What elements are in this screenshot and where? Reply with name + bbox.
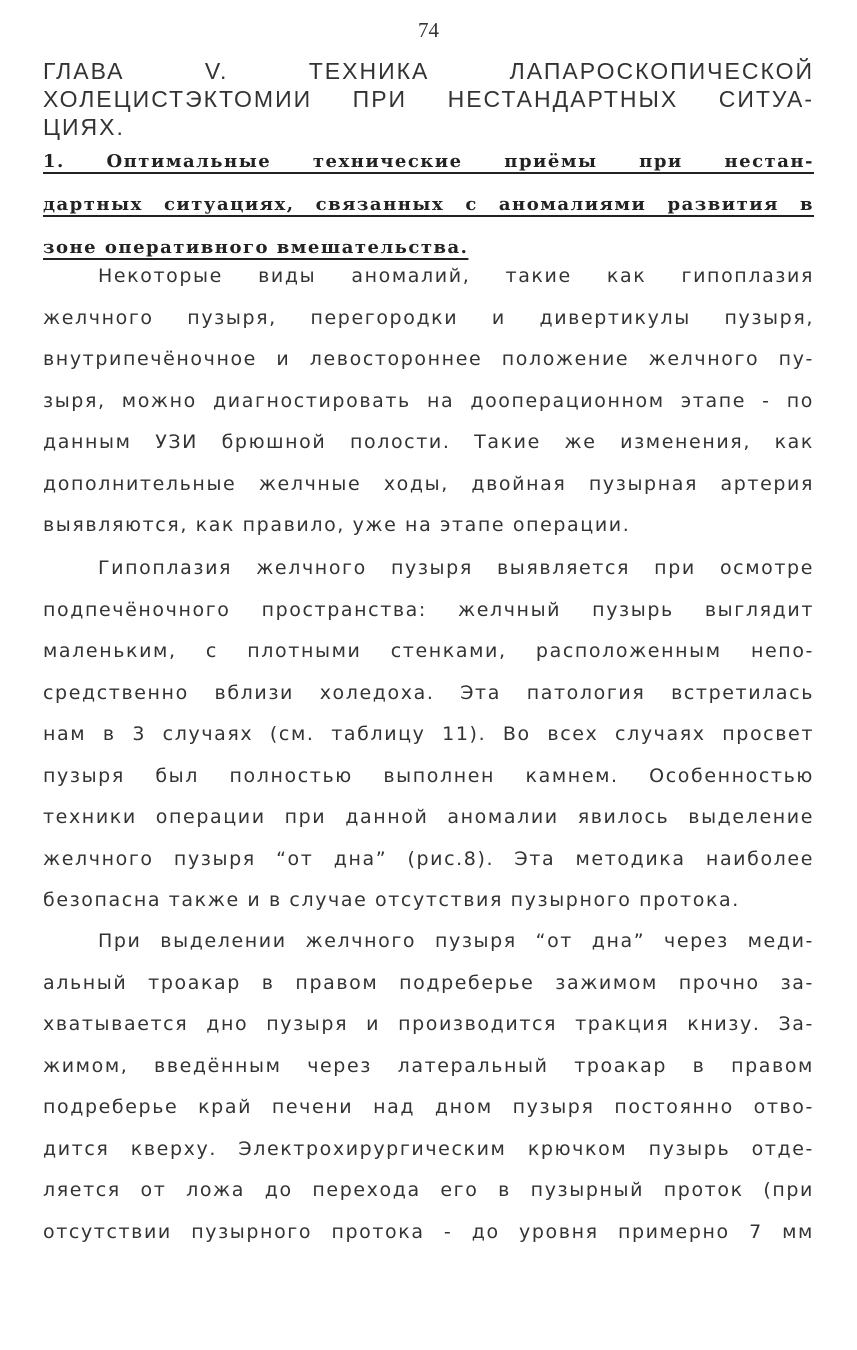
paragraph-line: данным УЗИ брюшной полости. Такие же изменения, как	[43, 431, 814, 453]
section-heading-line: 1. Оптимальные технические приёмы при нестан-	[43, 151, 814, 172]
paragraph-line: жимом, введённым через латеральный троакар в правом	[43, 1054, 814, 1077]
section-heading-line: дартных ситуациях, связанных с аномалиями развития в	[43, 194, 814, 215]
paragraph-line: подпечёночного пространства: желчный пузырь выглядит	[43, 598, 814, 621]
paragraph-line: желчного пузыря, перегородки и дивертикулы пузыря,	[43, 306, 814, 329]
section-heading	[43, 140, 814, 269]
paragraph-line: При выделении желчного пузыря “от дна” через меди-	[98, 930, 814, 952]
paragraph-line: зыря, можно диагностировать на дооперационном этапе - по	[43, 389, 814, 412]
paragraph-line: отсутствии пузырного протока - до уровня примерно 7 мм	[43, 1220, 814, 1243]
paragraph-line: альный троакар в правом подреберье зажимом прочно за-	[43, 971, 814, 994]
page-number: 74	[418, 18, 439, 42]
paragraph	[43, 256, 814, 547]
paragraph-line: выявляются, как правило, уже на этапе операции.	[43, 514, 631, 536]
paragraph-line: маленьким, с плотными стенками, расположенным непо-	[43, 640, 814, 662]
paragraph-line: безопасна также и в случае отсутствия пузырного протока.	[43, 889, 740, 911]
paragraph-line: внутрипечёночное и левостороннее положение желчного пу-	[43, 348, 814, 370]
paragraph-line: дополнительные желчные ходы, двойная пузырная артерия	[43, 472, 814, 495]
paragraph	[43, 548, 814, 922]
paragraph-line: нам в 3 случаях (см. таблицу 11). Во всех случаях просвет	[43, 723, 814, 745]
paragraph-line: ляется от ложа до перехода его в пузырный проток (при	[43, 1179, 814, 1201]
chapter-title	[43, 57, 814, 141]
paragraph-line: хватывается дно пузыря и производится тракция книзу. За-	[43, 1013, 814, 1035]
paragraph-line: Гипоплазия желчного пузыря выявляется при осмотре	[98, 557, 814, 579]
paragraph-line: Некоторые виды аномалий, такие как гипоплазия	[98, 265, 814, 287]
chapter-title-line: ГЛАВА V. ТЕХНИКА ЛАПАРОСКОПИЧЕСКОЙ	[43, 58, 814, 84]
paragraph-line: подреберье край печени над дном пузыря постоянно отво-	[43, 1096, 814, 1118]
paragraph-line: средственно вблизи холедоха. Эта патология встретилась	[43, 681, 814, 704]
paragraph-line: дится кверху. Электрохирургическим крючком пузырь отде-	[43, 1137, 814, 1160]
paragraph-line: техники операции при данной аномалии явилось выделение	[43, 806, 814, 828]
paragraph	[43, 921, 814, 1253]
section-heading-line: зоне оперативного вмешательства.	[43, 237, 469, 258]
paragraph-line: желчного пузыря “от дна” (рис.8). Эта методика наиболее	[43, 847, 814, 870]
chapter-title-line: ЦИЯХ.	[43, 114, 125, 140]
paragraph-line: пузыря был полностью выполнен камнем. Особенностью	[43, 764, 814, 787]
chapter-title-line: ХОЛЕЦИСТЭКТОМИИ ПРИ НЕСТАНДАРТНЫХ СИТУА-	[43, 86, 814, 112]
